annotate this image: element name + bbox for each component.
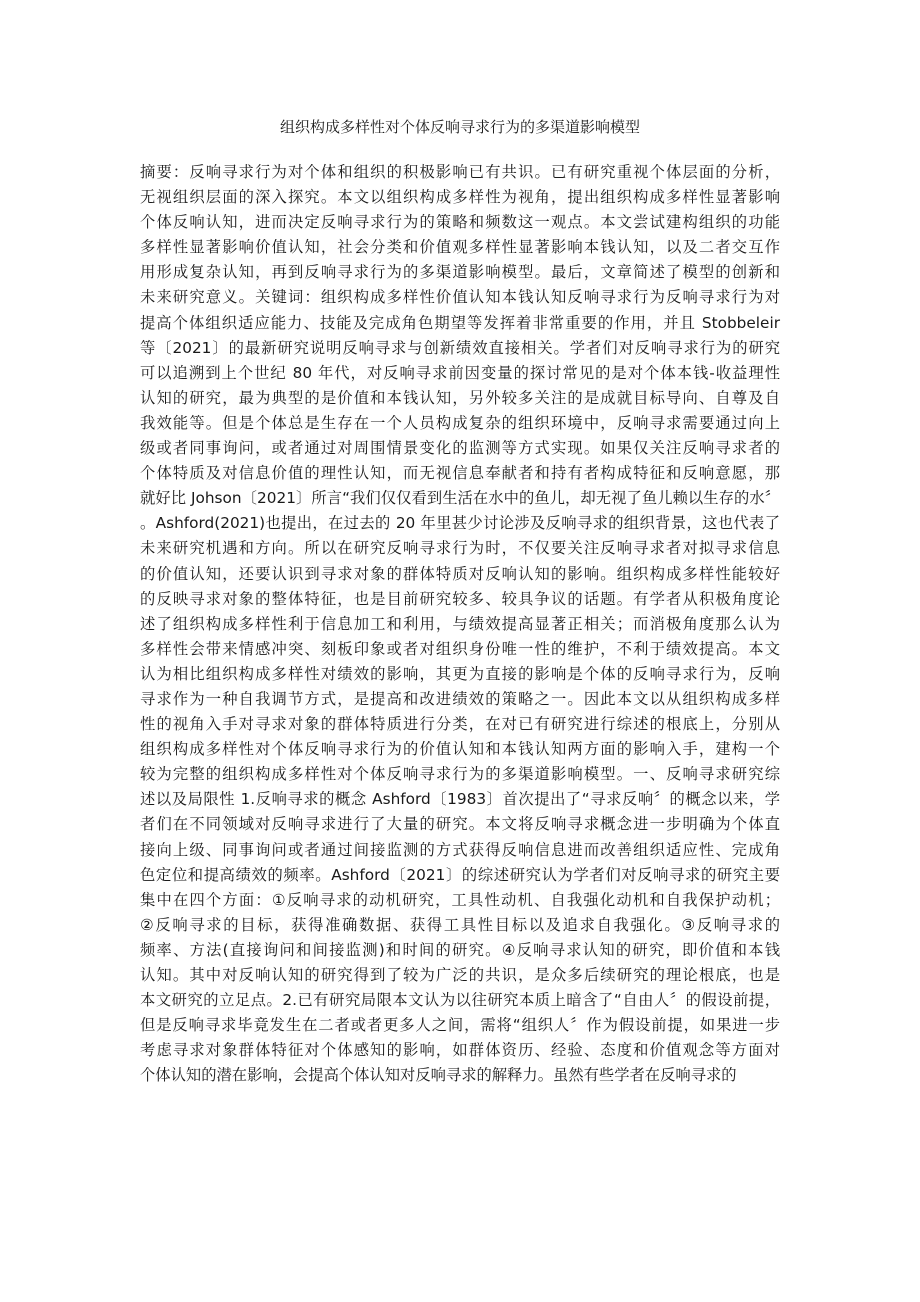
body-line: 认为相比组织构成多样性对绩效的影响，其更为直接的影响是个体的反响寻求行为，反响 [140, 664, 780, 683]
body-line: 的价值认知，还要认识到寻求对象的群体特质对反响认知的影响。组织构成多样性能较好 [140, 564, 780, 583]
body-line: 认知。其中对反响认知的研究得到了较为广泛的共识，是众多后续研究的理论根底，也是 [140, 966, 780, 984]
body-line: 认知的研究，最为典型的是价值和本钱认知，另外较多关注的是成就目标导向、自尊及自 [140, 388, 780, 407]
body-line: 考虑寻求对象群体特征对个体感知的影响，如群体资历、经验、态度和价值观念等方面对 [140, 1041, 780, 1060]
body-line: 。Ashford(2021)也提出，在过去的 20 年里甚少讨论涉及反响寻求的组织背景，这也代表了 [140, 514, 780, 533]
body-line: 个体特质及对信息价值的理性认知，而无视信息奉献者和持有者构成特征和反响意愿，那 [140, 464, 780, 483]
body-line: 寻求作为一种自我调节方式，是提高和改进绩效的策略之一。因此本文以从组织构成多样 [140, 689, 780, 708]
document-title: 组织构成多样性对个体反响寻求行为的多渠道影响模型 [279, 118, 640, 136]
body-line: 等〔2021〕的最新研究说明反响寻求与创新绩效直接相关。学者们对反响寻求行为的研究 [140, 338, 780, 357]
body-line: 但是反响寻求毕竟发生在二者或者更多人之间，需将“组织人〞作为假设前提，如果进一步 [140, 1016, 780, 1035]
body-line: 组织构成多样性对个体反响寻求行为的价值认知和本钱认知两方面的影响入手，建构一个 [140, 740, 780, 759]
body-line: 多样性显著影响价值认知，社会分类和价值观多样性显著影响本钱认知，以及二者交互作 [140, 238, 780, 257]
body-line: 多样性会带来情感冲突、刻板印象或者对组织身份唯一性的维护，不利于绩效提高。本文 [140, 639, 780, 658]
body-line: 我效能等。但是个体总是生存在一个人员构成复杂的组织环境中，反响寻求需要通过向上 [140, 413, 780, 432]
body-line: 用形成复杂认知，再到反响寻求行为的多渠道影响模型。最后，文章简述了模型的创新和 [140, 263, 780, 282]
body-line: 就好比 Johson〔2021〕所言“我们仅仅看到生活在水中的鱼儿，却无视了鱼儿赖以生存的水〞 [140, 489, 780, 508]
body-line: 者们在不同领域对反响寻求进行了大量的研究。本文将反响寻求概念进一步明确为个体直 [140, 815, 780, 834]
body-line: 述以及局限性 1.反响寻求的概念 Ashford〔1983〕首次提出了“寻求反响〞的概念以来，学 [140, 790, 780, 809]
body-line: 未来研究意义。关键词：组织构成多样性价值认知本钱认知反响寻求行为反响寻求行为对 [140, 288, 780, 307]
body-line: 的反映寻求对象的整体特征，也是目前研究较多、较具争议的话题。有学者从积极角度论 [140, 589, 780, 608]
body-line: 较为完整的组织构成多样性对个体反响寻求行为的多渠道影响模型。一、反响寻求研究综 [140, 765, 780, 784]
body-line: 本文研究的立足点。2.已有研究局限本文认为以往研究本质上暗含了“自由人〞的假设前提， [140, 991, 780, 1010]
body-line: ②反响寻求的目标，获得准确数据、获得工具性目标以及追求自我强化。③反响寻求的 [140, 915, 780, 934]
body-line: 个体认知的潜在影响，会提高个体认知对反响寻求的解释力。虽然有些学者在反响寻求的 [140, 1066, 737, 1085]
document-body [140, 160, 780, 1088]
body-line: 提高个体组织适应能力、技能及完成角色期望等发挥着非常重要的作用，并且 Stobbeleir [140, 313, 780, 332]
body-line: 色定位和提高绩效的频率。Ashford〔2021〕的综述研究认为学者们对反响寻求的研究主要 [140, 865, 780, 884]
body-line: 可以追溯到上个世纪 80 年代，对反响寻求前因变量的探讨常见的是对个体本钱-收益理性 [140, 363, 780, 382]
body-line: 无视组织层面的深入探究。本文以组织构成多样性为视角，提出组织构成多样性显著影响 [140, 188, 780, 207]
body-line: 集中在四个方面：①反响寻求的动机研究，工具性动机、自我强化动机和自我保护动机； [140, 890, 780, 909]
body-line: 未来研究机遇和方向。所以在研究反响寻求行为时，不仅要关注反响寻求者对拟寻求信息 [140, 539, 780, 558]
body-line: 频率、方法(直接询问和间接监测)和时间的研究。④反响寻求认知的研究，即价值和本钱 [140, 940, 780, 959]
body-line: 性的视角入手对寻求对象的群体特质进行分类，在对已有研究进行综述的根底上，分别从 [140, 715, 780, 734]
body-line: 摘要：反响寻求行为对个体和组织的积极影响已有共识。已有研究重视个体层面的分析， [140, 163, 780, 181]
body-line: 级或者同事询问，或者通过对周围情景变化的监测等方式实现。如果仅关注反响寻求者的 [140, 439, 780, 458]
body-line: 述了组织构成多样性利于信息加工和利用，与绩效提高显著正相关；而消极角度那么认为 [140, 614, 780, 633]
body-line: 个体反响认知，进而决定反响寻求行为的策略和频数这一观点。本文尝试建构组织的功能 [140, 213, 780, 232]
body-line: 接向上级、同事询问或者通过间接监测的方式获得反响信息进而改善组织适应性、完成角 [140, 840, 780, 859]
